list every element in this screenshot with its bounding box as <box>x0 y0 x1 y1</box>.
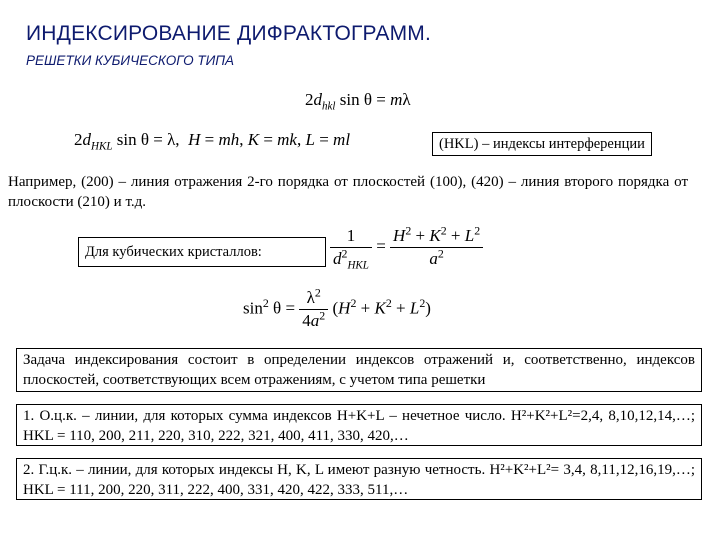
interference-indices-note: (HKL) – индексы интерференции <box>432 132 652 156</box>
example-paragraph: Например, (200) – линия отражения 2-го порядка от плоскостей (100), (420) – линия второго порядка от плоскости (210) и т.д. <box>8 174 688 210</box>
fcc-rule-paragraph: 2. Г.ц.к. – линии, для которых индексы H, K, L имеют разную четность. H²+K²+L²= 3,4, 8,11,12,16,19,…; HKL = 111, 200, 220, 311, 222, 400, 331, 420, 422, 333, 511,… <box>16 458 702 500</box>
bragg-equation: $2d_{hkl}$ sin θ = mλ <box>305 90 411 113</box>
cubic-spacing-equation: $\frac{1}{d^2_{HKL}}$ = $\frac{H^2 + K^2 + L^2}{a^2}$ <box>330 226 483 269</box>
slide-title: ИНДЕКСИРОВАНИЕ ДИФРАКТОГРАММ. <box>26 22 431 45</box>
slide-subtitle: РЕШЕТКИ КУБИЧЕСКОГО ТИПА <box>26 53 235 68</box>
bragg-hkl-equation: $2d_{HKL}$ sin θ = λ, H = mh, K = mk, L = ml <box>74 130 351 153</box>
bcc-rule-paragraph: 1. О.ц.к. – линии, для которых сумма индексов H+K+L – нечетное число. H²+K²+L²=2,4, 8,10,12,14,…; HKL = 110, 200, 211, 220, 310, 222, 321, 400, 411, 330, 420,… <box>16 404 702 446</box>
sin-squared-equation: $\sin^2 \theta$ = $\frac{\lambda^2}{4a^2}$ $(H^2 + K^2 + L^2)$ <box>243 285 431 330</box>
indexing-task-paragraph: Задача индексирования состоит в определении индексов отражений и, соответственно, индексов плоскостей, соответствующих всем отражениям, с учетом типа решетки <box>16 348 702 392</box>
cubic-crystals-label: Для кубических кристаллов: <box>78 237 326 267</box>
